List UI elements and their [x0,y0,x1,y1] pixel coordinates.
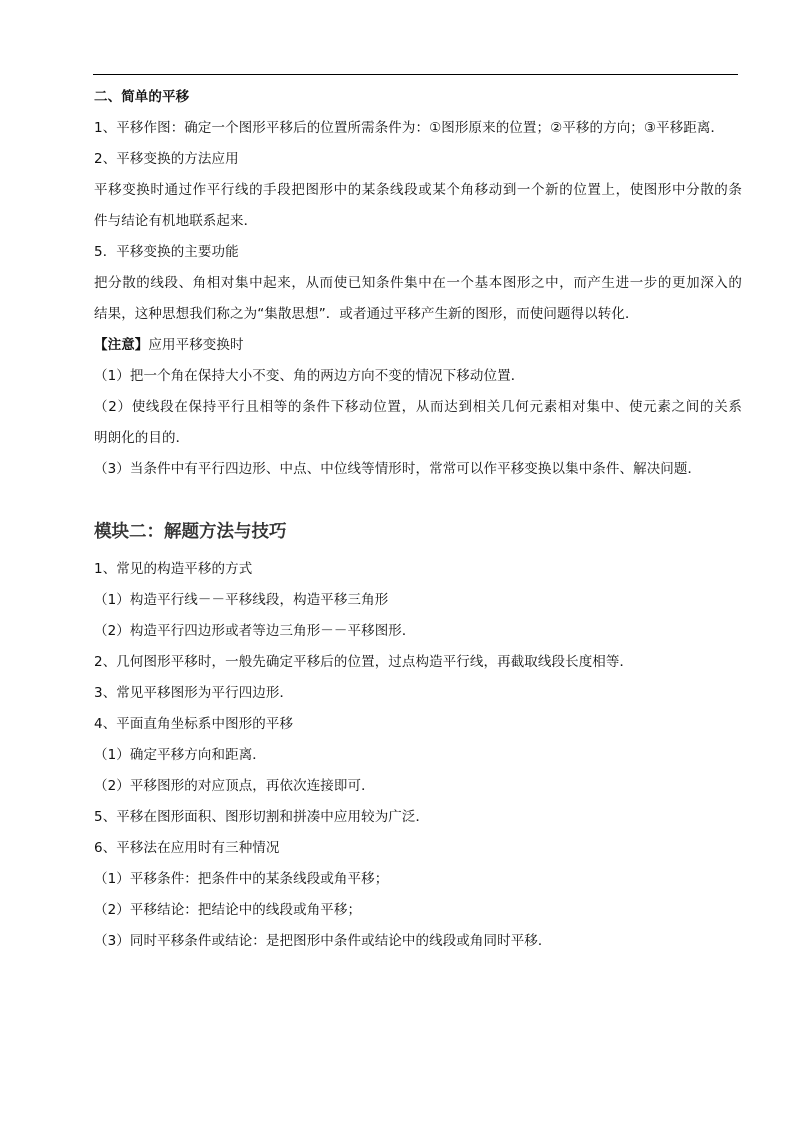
list-item-6-a: （1）平移条件：把条件中的某条线段或角平移； [94,871,389,887]
paragraph-translation-drawing: 1、平移作图：确定一个图形平移后的位置所需条件为：①图形原来的位置；②平移的方向；③平移距离． [94,120,725,136]
list-item-5: 5、平移在图形面积、图形切割和拼凑中应用较为广泛． [94,809,430,825]
list-item-2: 2、几何图形平移时，一般先确定平移后的位置，过点构造平行线，再截取线段长度相等． [94,654,634,670]
list-item-4: 4、平面直角坐标系中图形的平移 [94,716,294,732]
note-item-2-line-2: 明朗化的目的． [94,430,190,446]
paragraph-function-title: 5．平移变换的主要功能 [94,244,239,260]
list-item-4-b: （2）平移图形的对应顶点，再依次连接即可． [94,778,375,794]
header-rule [93,74,738,75]
paragraph-method-body-line-1: 平移变换时通过作平行线的手段把图形中的某条线段或某个角移动到一个新的位置上，使图形中分散的条 [94,182,742,198]
list-item-3: 3、常见平移图形为平行四边形． [94,685,294,701]
list-item-4-a: （1）确定平移方向和距离． [94,747,266,763]
module-title: 模块二：解题方法与技巧 [94,522,287,542]
note-item-2-line-1: （2）使线段在保持平行且相等的条件下移动位置，从而达到相关几何元素相对集中、使元素之间的关系 [94,399,742,415]
note-item-3: （3）当条件中有平行四边形、中点、中位线等情形时，常常可以作平移变换以集中条件、解决问题． [94,461,702,477]
paragraph-method-body-line-2: 件与结论有机地联系起来． [94,213,258,229]
list-item-1-b: （2）构造平行四边形或者等边三角形－－平移图形． [94,623,416,639]
section-heading: 二、简单的平移 [94,89,190,105]
paragraph-method-title: 2、平移变换的方法应用 [94,151,239,167]
list-item-1-a: （1）构造平行线－－平移线段，构造平移三角形 [94,592,389,608]
paragraph-function-body-line-2: 结果，这种思想我们称之为“集散思想”．或者通过平移产生新的图形，而使问题得以转化． [94,306,639,322]
list-item-6: 6、平移法在应用时有三种情况 [94,840,280,856]
document-content [94,82,742,957]
note-label: 【注意】 [94,337,149,353]
note-text: 应用平移变换时 [148,337,244,353]
note-item-1: （1）把一个角在保持大小不变、角的两边方向不变的情况下移动位置． [94,368,525,384]
list-item-6-c: （3）同时平移条件或结论：是把图形中条件或结论中的线段或角同时平移． [94,933,552,949]
paragraph-function-body-line-1: 把分散的线段、角相对集中起来，从而使已知条件集中在一个基本图形之中，而产生进一步的更加深入的 [94,275,742,291]
list-item-6-b: （2）平移结论：把结论中的线段或角平移； [94,902,362,918]
note-line [94,330,742,361]
list-item-1: 1、常见的构造平移的方式 [94,561,253,577]
